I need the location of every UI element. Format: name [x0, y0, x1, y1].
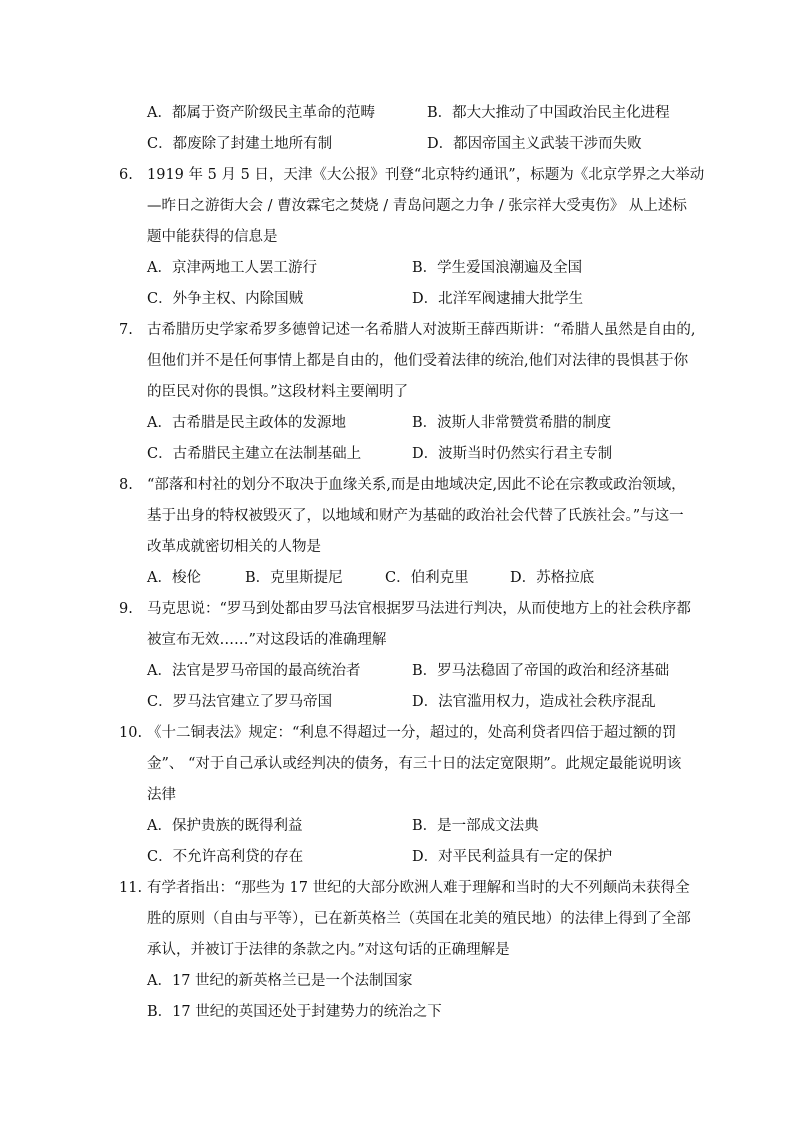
- q9-option-a: A．法官是罗马帝国的最高统治者: [147, 663, 361, 679]
- q8-stem-line-1: “部落和村社的划分不取决于血缘关系,而是由地域决定,因此不论在宗教或政治领域，: [147, 477, 686, 493]
- q6-option-c: C．外争主权、内除国贼: [147, 291, 304, 307]
- q10-option-b: B．是一部成文法典: [412, 818, 539, 834]
- q7-option-a: A．古希腊是民主政体的发源地: [147, 415, 346, 431]
- q9-stem-line-2: 被宣布无效……”对这段话的准确理解: [147, 632, 387, 648]
- q6-stem-line-2: —昨日之游街大会 / 曹汝霖宅之焚烧 / 青岛问题之力争 / 张宗祥大受夷伤》 从上述标: [147, 198, 687, 214]
- q11-stem-line-3: 承认，并被订于法律的条款之内。”对这句话的正确理解是: [147, 942, 510, 958]
- q7-stem-line-1: 古希腊历史学家希罗多德曾记述一名希腊人对波斯王薛西斯讲：“希腊人虽然是自由的,: [147, 322, 696, 338]
- q5-option-d: D．都因帝国主义武装干涉而失败: [427, 136, 642, 152]
- q8-option-b: B．克里斯提尼: [245, 570, 343, 586]
- q7-stem-line-2: 但他们并不是任何事情上都是自由的，他们受着法律的统治,他们对法律的畏惧甚于你: [147, 353, 689, 369]
- q10-option-d: D．对平民利益具有一定的保护: [412, 849, 613, 865]
- q7-option-d: D．波斯当时仍然实行君主专制: [412, 446, 613, 462]
- q11-option-b: B．17 世纪的英国还处于封建势力的统治之下: [147, 1004, 442, 1020]
- q8-option-c: C．伯利克里: [385, 570, 469, 586]
- q9-option-b: B．罗马法稳固了帝国的政治和经济基础: [412, 663, 670, 679]
- q6-stem-line-1: 1919 年 5 月 5 日，天津《大公报》刊登“北京特约通讯”，标题为《北京学界之大举动: [147, 167, 705, 183]
- q10-stem-line-3: 法律: [147, 787, 176, 803]
- q8-option-d: D．苏格拉底: [510, 570, 595, 586]
- q5-option-c: C．都废除了封建土地所有制: [147, 136, 333, 152]
- q9-number: 9.: [119, 601, 133, 617]
- q11-stem-line-2: 胜的原则（自由与平等），已在新英格兰（英国在北美的殖民地）的法律上得到了全部: [147, 911, 691, 927]
- q7-stem-line-3: 的臣民对你的畏惧。”这段材料主要阐明了: [147, 384, 409, 400]
- q7-option-b: B．波斯人非常赞赏希腊的制度: [412, 415, 612, 431]
- q10-option-a: A．保护贵族的既得利益: [147, 818, 303, 834]
- q5-option-b: B．都大大推动了中国政治民主化进程: [427, 105, 670, 121]
- q5-option-a: A．都属于资产阶级民主革命的范畴: [147, 105, 375, 121]
- q7-option-c: C．古希腊民主建立在法制基础上: [147, 446, 362, 462]
- q10-number: 10.: [119, 725, 143, 741]
- q7-number: 7.: [119, 322, 133, 338]
- q8-number: 8.: [119, 477, 133, 493]
- q11-number: 11.: [119, 880, 143, 896]
- q8-option-a: A．梭伦: [147, 570, 201, 586]
- q6-option-b: B．学生爱国浪潮遍及全国: [412, 260, 583, 276]
- q10-stem-line-1: 《十二铜表法》规定：“利息不得超过一分，超过的，处高利贷者四倍于超过额的罚: [147, 725, 677, 741]
- q11-option-a: A．17 世纪的新英格兰已是一个法制国家: [147, 973, 413, 989]
- q10-stem-line-2: 金”、 “对于自己承认或经判决的债务，有三十日的法定宽限期”。此规定最能说明该: [147, 756, 682, 772]
- q9-option-d: D．法官滥用权力，造成社会秩序混乱: [412, 694, 656, 710]
- q11-stem-line-1: 有学者指出：“那些为 17 世纪的大部分欧洲人难于理解和当时的大不列颠尚未获得全: [147, 880, 690, 896]
- q6-number: 6.: [119, 167, 133, 183]
- q9-stem-line-1: 马克思说：“罗马到处都由罗马法官根据罗马法进行判决，从而使地方上的社会秩序都: [147, 601, 691, 617]
- q6-stem-line-3: 题中能获得的信息是: [147, 229, 278, 245]
- q9-option-c: C．罗马法官建立了罗马帝国: [147, 694, 333, 710]
- q6-option-d: D．北洋军阀逮捕大批学生: [412, 291, 584, 307]
- q8-stem-line-3: 改革成就密切相关的人物是: [147, 539, 321, 555]
- q10-option-c: C．不允许高利贷的存在: [147, 849, 304, 865]
- q6-option-a: A．京津两地工人罢工游行: [147, 260, 317, 276]
- q8-stem-line-2: 基于出身的特权被毁灭了，以地域和财产为基础的政治社会代替了氏族社会。”与这一: [147, 508, 684, 524]
